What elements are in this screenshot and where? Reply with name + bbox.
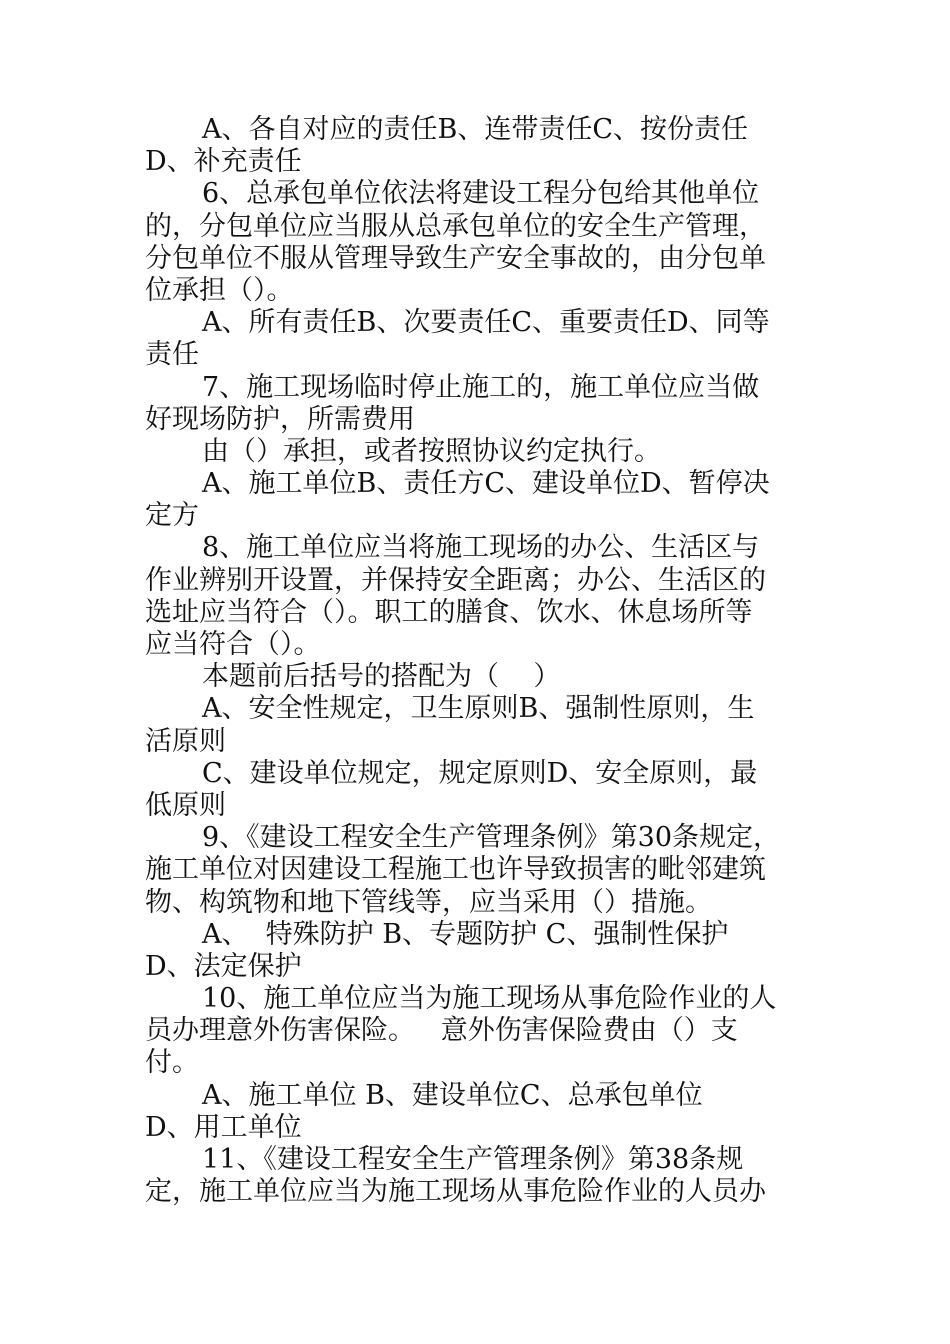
text-line: A、所有责任B、次要责任C、重要责任D、同等: [202, 307, 770, 339]
text-line: 定，施工单位应当为施工现场从事危险作业的人员办: [145, 1176, 766, 1208]
text-line: 定方: [145, 500, 199, 532]
text-line: 的，分包单位应当服从总承包单位的安全生产管理，: [145, 210, 766, 242]
text-line: 选址应当符合（）。职工的膳食、饮水、休息场所等: [145, 596, 753, 628]
text-line: A、 特殊防护 B、专题防护 C、强制性保护: [202, 918, 729, 950]
text-line: 7、施工现场临时停止施工的，施工单位应当做: [202, 371, 760, 403]
text-line: 11、《建设工程安全生产管理条例》第38条规: [202, 1144, 744, 1175]
text-line: A、各自对应的责任B、连带责任C、按份责任: [202, 114, 748, 145]
text-line: D、补充责任: [145, 146, 302, 178]
text-line: D、用工单位: [145, 1111, 302, 1143]
text-line: A、施工单位 B、建设单位C、总承包单位: [202, 1079, 703, 1111]
text-line: C、建设单位规定，规定原则D、安全原则，最: [202, 757, 758, 789]
text-line: 作业辨别开设置，并保持安全距离；办公、生活区的: [145, 564, 766, 596]
text-line: 10、施工单位应当为施工现场从事危险作业的人: [202, 983, 777, 1015]
text-line: A、施工单位B、责任方C、建设单位D、暂停决: [202, 468, 770, 500]
text-line: 由（）承担，或者按照协议约定执行。: [202, 435, 661, 467]
document-body: [145, 114, 817, 1208]
text-line: 付。: [145, 1047, 199, 1079]
text-line: 员办理意外伤害保险。 意外伤害保险费由（）支: [145, 1015, 738, 1047]
text-line: 低原则: [145, 789, 226, 821]
text-line: 好现场防护，所需费用: [145, 403, 415, 435]
text-line: 6、总承包单位依法将建设工程分包给其他单位: [202, 178, 760, 210]
text-line: 8、施工单位应当将施工现场的办公、生活区与: [202, 532, 760, 564]
text-line: 分包单位不服从管理导致生产安全事故的，由分包单: [145, 242, 766, 274]
text-line: 施工单位对因建设工程施工也许导致损害的毗邻建筑: [145, 854, 766, 886]
text-line: 物、构筑物和地下管线等，应当采用（）措施。: [145, 886, 712, 918]
text-line: 责任: [145, 339, 199, 371]
text-line: 9、《建设工程安全生产管理条例》第30条规定，: [202, 822, 781, 854]
text-line: 本题前后括号的搭配为（ ）: [202, 661, 561, 693]
text-line: D、法定保护: [145, 950, 302, 982]
text-line: 位承担（）。: [145, 274, 294, 306]
text-line: 应当符合（）。: [145, 629, 321, 660]
text-line: 活原则: [145, 725, 226, 757]
text-line: A、安全性规定，卫生原则B、强制性原则，生: [202, 693, 755, 725]
